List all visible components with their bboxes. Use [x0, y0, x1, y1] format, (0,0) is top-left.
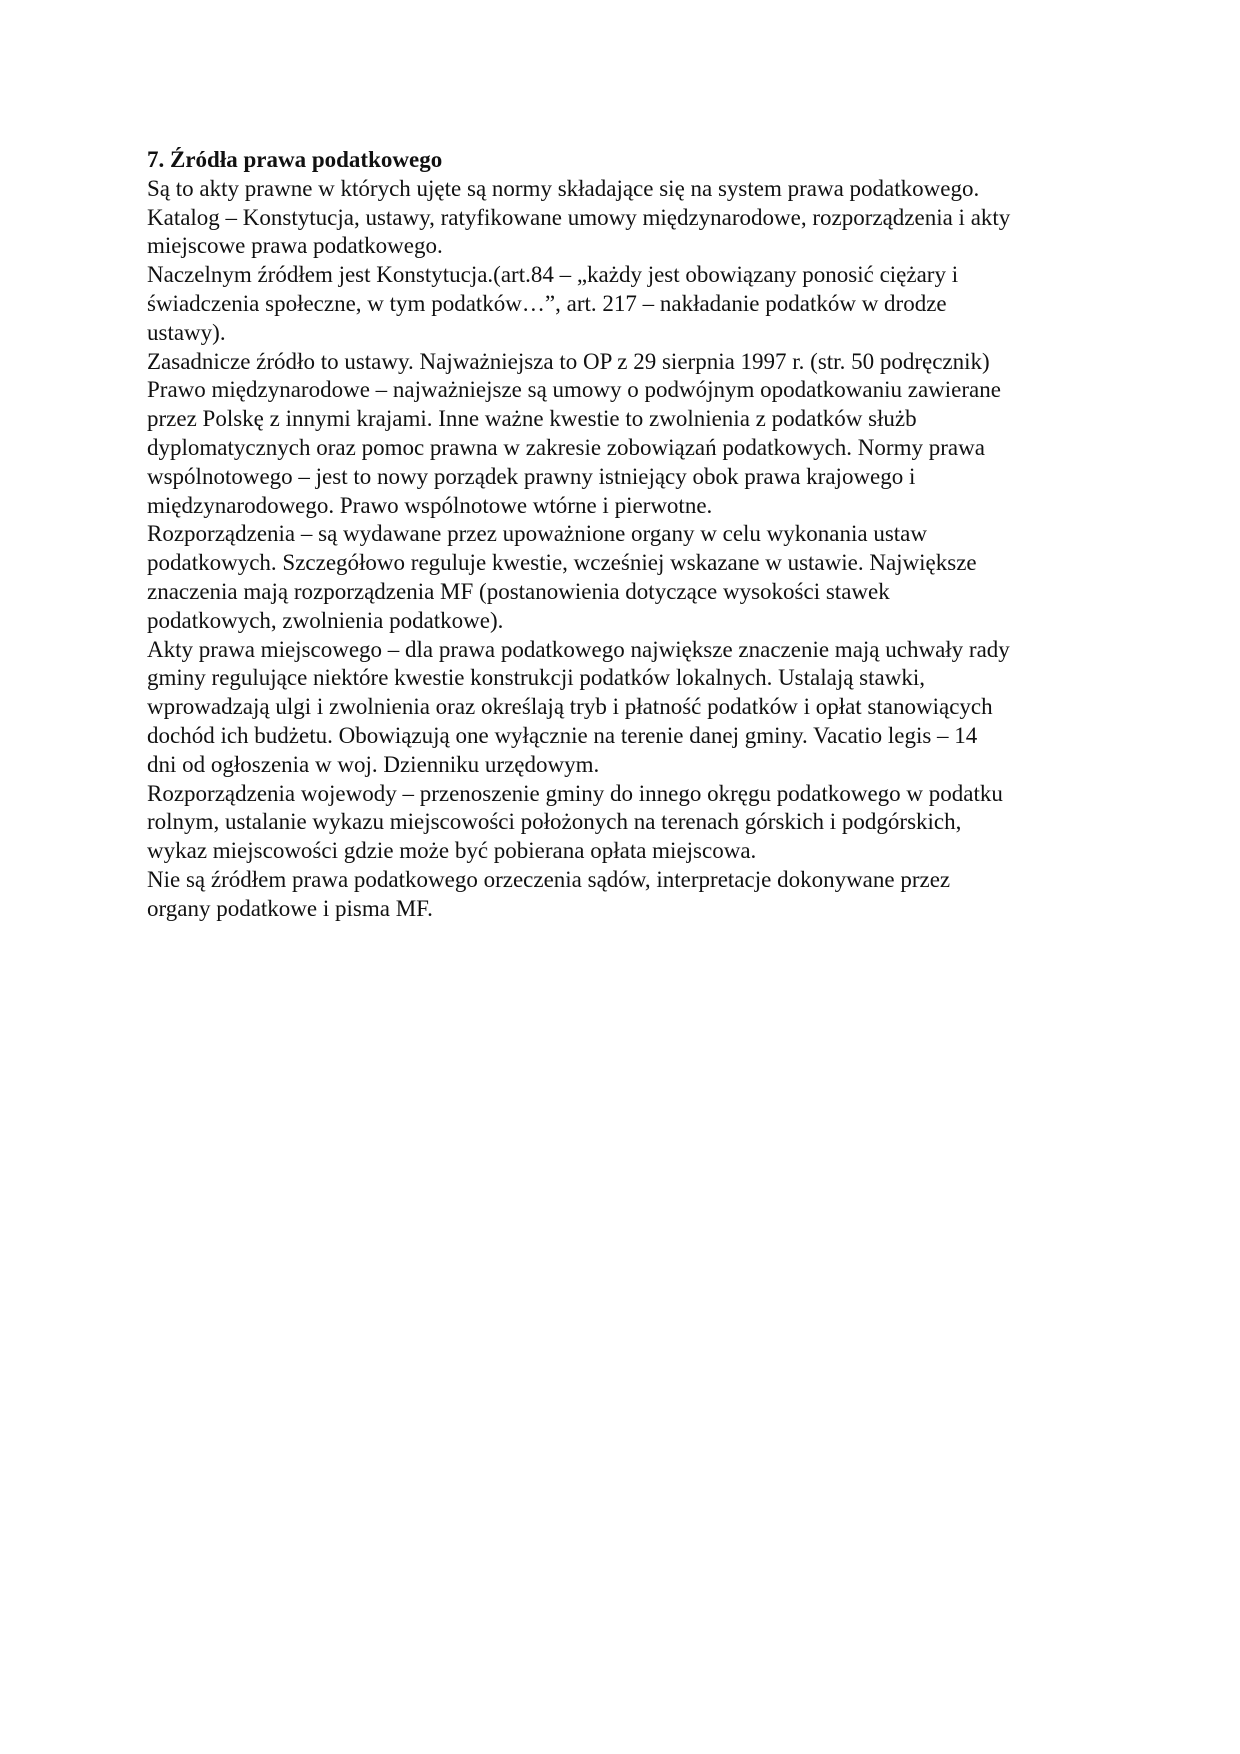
text-line: Katalog – Konstytucja, ustawy, ratyfikowane umowy międzynarodowe, rozporządzenia i akty	[147, 204, 1011, 230]
text-line: wykaz miejscowości gdzie może być pobierana opłata miejscowa.	[147, 838, 757, 864]
text-line: podatkowych, zwolnienia podatkowe).	[147, 607, 504, 633]
text-line: Naczelnym źródłem jest Konstytucja.(art.84 – „każdy jest obowiązany ponosić ciężary i	[147, 262, 959, 288]
text-line: dni od ogłoszenia w woj. Dzienniku urzędowym.	[147, 751, 600, 777]
text-line: Rozporządzenia wojewody – przenoszenie gminy do innego okręgu podatkowego w podatku	[147, 780, 1003, 806]
text-line: Zasadnicze źródło to ustawy. Najważniejsza to OP z 29 sierpnia 1997 r. (str. 50 podręcznik)	[147, 348, 990, 374]
text-line: organy podatkowe i pisma MF.	[147, 895, 433, 921]
text-line: wprowadzają ulgi i zwolnienia oraz określają tryb i płatność podatków i opłat stanowiących	[147, 694, 993, 720]
text-line: Nie są źródłem prawa podatkowego orzeczenia sądów, interpretacje dokonywane przez	[147, 866, 951, 892]
text-line: wspólnotowego – jest to nowy porządek prawny istniejący obok prawa krajowego i	[147, 463, 916, 489]
document-heading: 7. Źródła prawa podatkowego	[147, 147, 443, 172]
document-body	[147, 146, 1107, 924]
text-line: Prawo międzynarodowe – najważniejsze są umowy o podwójnym opodatkowaniu zawierane	[147, 377, 1001, 403]
text-line: Akty prawa miejscowego – dla prawa podatkowego największe znaczenie mają uchwały rady	[147, 636, 1010, 662]
text-line: podatkowych. Szczegółowo reguluje kwestie, wcześniej wskazane w ustawie. Największe	[147, 550, 977, 576]
text-line: przez Polskę z innymi krajami. Inne ważne kwestie to zwolnienia z podatków służb	[147, 406, 917, 432]
text-line: dochód ich budżetu. Obowiązują one wyłącznie na terenie danej gminy. Vacatio legis – 14	[147, 722, 978, 748]
text-line: Rozporządzenia – są wydawane przez upoważnione organy w celu wykonania ustaw	[147, 521, 928, 547]
text-line: ustawy).	[147, 319, 226, 345]
text-line: Są to akty prawne w których ujęte są normy składające się na system prawa podatkowego.	[147, 175, 980, 201]
text-line: międzynarodowego. Prawo wspólnotowe wtórne i pierwotne.	[147, 492, 713, 518]
text-line: dyplomatycznych oraz pomoc prawna w zakresie zobowiązań podatkowych. Normy prawa	[147, 434, 985, 460]
text-line: znaczenia mają rozporządzenia MF (postanowienia dotyczące wysokości stawek	[147, 578, 890, 604]
text-line: świadczenia społeczne, w tym podatków…”, art. 217 – nakładanie podatków w drodze	[147, 290, 947, 316]
text-line: miejscowe prawa podatkowego.	[147, 233, 443, 259]
text-line: rolnym, ustalanie wykazu miejscowości położonych na terenach górskich i podgórskich,	[147, 809, 962, 835]
text-line: gminy regulujące niektóre kwestie konstrukcji podatków lokalnych. Ustalają stawki,	[147, 665, 925, 691]
